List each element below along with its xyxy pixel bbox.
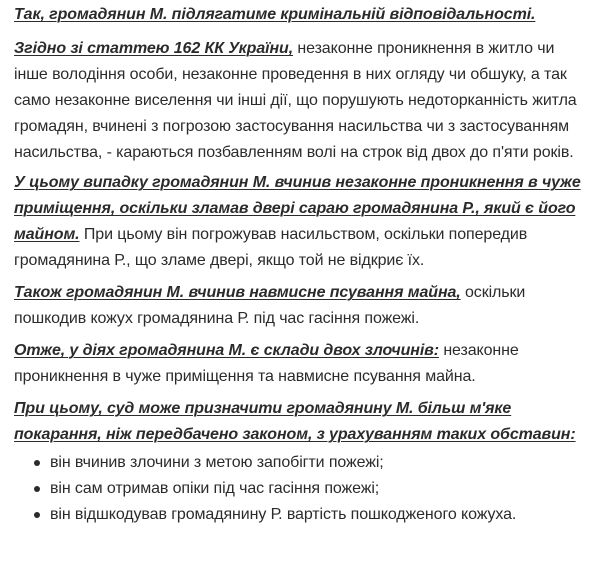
case-lead: У цьому випадку громадянин М. вчинив незаконне проникнення в чуже приміщення, оскільки зламав двері сараю громадянина Р., який є його майном. [14, 174, 581, 243]
heading-paragraph [14, 2, 590, 28]
case-paragraph [14, 170, 590, 274]
conclusion-text: незаконне проникнення в чуже приміщення та навмисне псування майна. [14, 342, 519, 385]
list-item [50, 450, 590, 476]
conclusion-lead: Отже, у діях громадянина М. є склади двох злочинів: [14, 342, 439, 359]
damage-paragraph [14, 280, 590, 332]
case-text: При цьому він погрожував насильством, оскільки попередив громадянина Р., що зламе двері, якщо той не відкриє їх. [14, 226, 528, 269]
bullet-icon [34, 512, 40, 518]
bullet-icon [34, 460, 40, 466]
article-lead: Згідно зі статтею 162 КК України, [14, 40, 294, 57]
damage-text: оскільки пошкодив кожух громадянина Р. під час гасіння пожежі. [14, 284, 526, 327]
circumstances-list [14, 450, 590, 528]
list-item-text: він сам отримав опіки під час гасіння пожежі; [50, 480, 380, 497]
list-item-text: він вчинив злочини з метою запобігти пожежі; [50, 454, 384, 471]
list-item [50, 502, 590, 528]
heading-text: Так, громадянин М. підлягатиме кримінальній відповідальності. [14, 6, 536, 23]
list-item-text: він відшкодував громадянину Р. вартість пошкодженого кожуха. [50, 506, 517, 523]
damage-lead: Також громадянин М. вчинив навмисне псування майна, [14, 284, 461, 301]
court-paragraph [14, 396, 590, 448]
court-intro: При цьому, суд може призначити громадянину М. більш м'яке покарання, ніж передбачено законом, з урахуванням таких обставин: [14, 400, 576, 443]
article-text: незаконне проникнення в житло чи інше володіння особи, незаконне проведення в них огляду чи обшуку, а так само незаконне виселення чи інші дії, що порушують недоторканність житла громадян, вчинені з погрозою застосування насильства чи з застосуванням насильства, - караються позбавленням волі на строк від двох до п'яти років. [14, 40, 577, 161]
bullet-icon [34, 486, 40, 492]
list-item [50, 476, 590, 502]
conclusion-paragraph [14, 338, 590, 390]
article-paragraph [14, 36, 590, 166]
